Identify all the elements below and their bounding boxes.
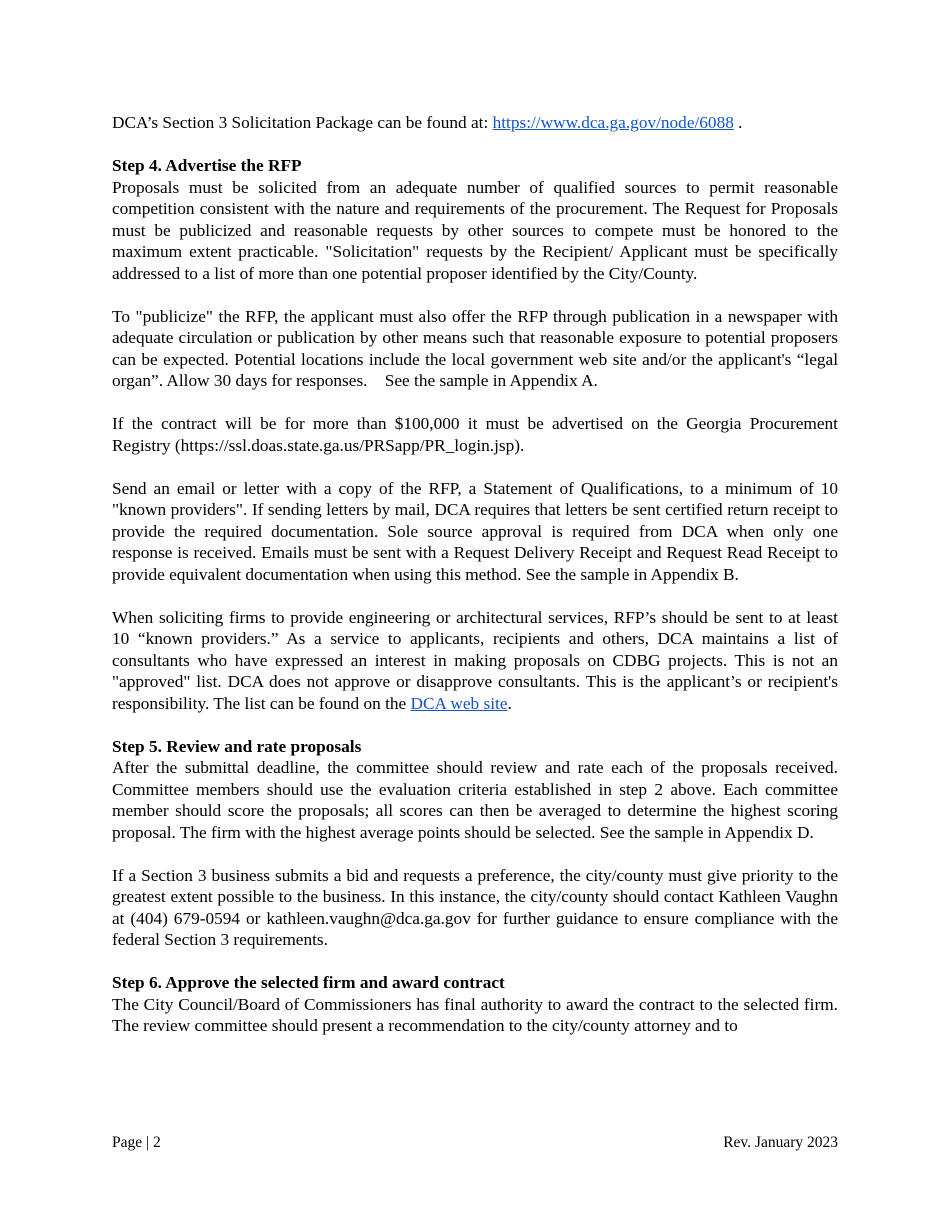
step5-paragraph-1: After the submittal deadline, the committee should review and rate each of the proposals received. Committee members should use the evaluation criteria established in step 2 above. Each committee member should score the proposals; all scores can then be averaged to determine the highest scoring proposal. The firm with the highest average points should be selected. See the sample in Appendix D. bbox=[112, 758, 838, 842]
intro-text: DCA’s Section 3 Solicitation Package can be found at: bbox=[112, 113, 493, 132]
step4-paragraph-4: Send an email or letter with a copy of the RFP, a Statement of Qualifications, to a minimum of 10 "known providers". If sending letters by mail, DCA requires that letters be sent certified return receipt to provide the required documentation. Sole source approval is required from DCA when only one response is received. Emails must be sent with a Request Delivery Receipt and Request Read Receipt to provide equivalent documentation when using this method. See the sample in Appendix B. bbox=[112, 478, 838, 584]
step6-paragraph-1: The City Council/Board of Commissioners has final authority to award the contract to the selected firm. The review committee should present a recommendation to the city/county attorney and to bbox=[112, 994, 838, 1035]
section3-package-link[interactable]: https://www.dca.ga.gov/node/6088 bbox=[492, 113, 734, 132]
step5-paragraph-2: If a Section 3 business submits a bid and requests a preference, the city/county must give priority to the greatest extent possible to the business. In this instance, the city/county should contact Kathleen Vaughn at (404) 679-0594 or kathleen.vaughn@dca.ga.gov for further guidance to ensure compliance with the federal Section 3 requirements. bbox=[112, 865, 838, 949]
intro-after: . bbox=[733, 113, 743, 132]
step4-paragraph-2: To "publicize" the RFP, the applicant must also offer the RFP through publication in a newspaper with adequate circulation or publication by other means such that reasonable exposure to potential proposers can be expected. Potential locations include the local government web site and/or the applicant's “legal organ”. Allow 30 days for responses. See the sample in Appendix A. bbox=[112, 306, 843, 390]
step4-p5-after: . bbox=[507, 693, 512, 713]
step4-heading: Step 4. Advertise the RFP bbox=[112, 156, 302, 175]
step6-heading: Step 6. Approve the selected firm and award contract bbox=[112, 973, 505, 992]
dca-web-site-link[interactable]: DCA web site bbox=[410, 693, 508, 713]
step5-heading: Step 5. Review and rate proposals bbox=[112, 736, 362, 756]
step4-paragraph-5 bbox=[112, 607, 838, 715]
page-number: Page | 2 bbox=[112, 1134, 161, 1151]
document-body bbox=[112, 112, 843, 1037]
intro-paragraph bbox=[112, 112, 838, 134]
step4-paragraph-1: Proposals must be solicited from an adequate number of qualified sources to permit reasonable competition consistent with the nature and requirements of the procurement. The Request for Proposals must be publicized and reasonable requests by other sources to compete must be honored to the maximum extent practicable. "Solicitation" requests by the Recipient/ Applicant must be specifically addressed to a list of more than one potential proposer identified by the City/County. bbox=[112, 177, 838, 283]
page-footer bbox=[112, 1133, 838, 1153]
step4-p5-text: When soliciting firms to provide engineering or architectural services, RFP’s should be sent to at least 10 “known providers.” As a service to applicants, recipients and others, DCA maintains a list of consultants who have expressed an interest in making proposals on CDBG projects. This is not an "approved" list. DCA does not approve or disapprove consultants. This is the applicant’s or recipient's responsibility. The list can be found on the bbox=[112, 607, 838, 713]
step4-paragraph-3: If the contract will be for more than $100,000 it must be advertised on the Georgia Procurement Registry (https://ssl.doas.state.ga.us/PRSapp/PR_login.jsp). bbox=[112, 414, 838, 455]
revision-date: Rev. January 2023 bbox=[723, 1134, 838, 1151]
